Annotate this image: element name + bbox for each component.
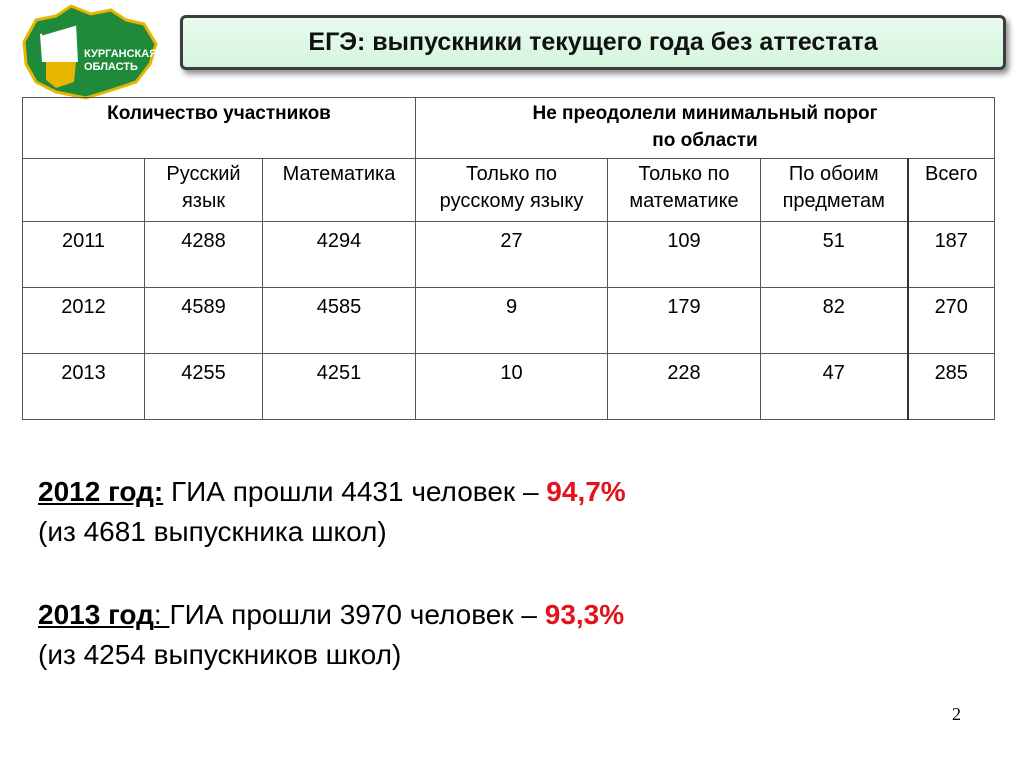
summary-year: 2013 год	[38, 599, 154, 630]
cell-math: 4585	[263, 288, 416, 354]
summary-note: (из 4681 выпускника школ)	[38, 516, 387, 547]
cell-math: 4294	[263, 222, 416, 288]
cell-total: 270	[908, 288, 995, 354]
summary-year: 2012 год:	[38, 476, 164, 507]
cell-year: 2013	[23, 354, 145, 420]
cell-total: 187	[908, 222, 995, 288]
cell-both: 82	[761, 288, 908, 354]
cell-russian: 4288	[145, 222, 263, 288]
svg-text:ОБЛАСТЬ: ОБЛАСТЬ	[84, 61, 138, 73]
cell-both: 51	[761, 222, 908, 288]
cell-russian: 4255	[145, 354, 263, 420]
header-participants: Количество участников	[23, 98, 416, 159]
results-table	[22, 97, 995, 420]
header-only-math: Только по математике	[608, 159, 761, 222]
header-russian: Русский язык	[145, 159, 263, 222]
summary-line	[38, 472, 626, 512]
kurgan-region-emblem-icon	[16, 2, 161, 100]
summary-percent: 93,3%	[544, 599, 625, 630]
cell-only-russian: 27	[416, 222, 608, 288]
table-header-row	[23, 98, 995, 159]
svg-text:КУРГАНСКАЯ: КУРГАНСКАЯ	[84, 48, 158, 60]
page-number: 2	[952, 704, 961, 724]
header-both-subjects: По обоим предметам	[761, 159, 908, 222]
table-subheader-row	[23, 159, 995, 222]
cell-total: 285	[908, 354, 995, 420]
region-logo	[16, 2, 161, 100]
cell-only-math: 179	[608, 288, 761, 354]
summary-text: ГИА прошли 3970 человек –	[169, 599, 545, 630]
summary-percent: 94,7%	[546, 476, 626, 507]
cell-year: 2011	[23, 222, 145, 288]
cell-both: 47	[761, 354, 908, 420]
header-math: Математика	[263, 159, 416, 222]
cell-year: 2012	[23, 288, 145, 354]
header-year-empty	[23, 159, 145, 222]
header-failed-threshold: Не преодолели минимальный порог по области	[416, 98, 995, 159]
summary-2012	[38, 472, 626, 552]
header-only-russian: Только по русскому языку	[416, 159, 608, 222]
summary-colon: :	[153, 599, 170, 630]
cell-russian: 4589	[145, 288, 263, 354]
cell-only-math: 228	[608, 354, 761, 420]
page-title: ЕГЭ: выпускники текущего года без аттестата	[308, 28, 878, 56]
cell-math: 4251	[263, 354, 416, 420]
summary-2013	[38, 595, 624, 675]
cell-only-math: 109	[608, 222, 761, 288]
title-banner	[180, 15, 1006, 70]
summary-text: ГИА прошли 4431 человек –	[163, 476, 547, 507]
summary-note: (из 4254 выпускников школ)	[38, 639, 402, 670]
header-total: Всего	[908, 159, 995, 222]
table-row	[23, 354, 995, 420]
table-row	[23, 288, 995, 354]
table-row	[23, 222, 995, 288]
cell-only-russian: 9	[416, 288, 608, 354]
cell-only-russian: 10	[416, 354, 608, 420]
summary-line	[38, 595, 624, 635]
